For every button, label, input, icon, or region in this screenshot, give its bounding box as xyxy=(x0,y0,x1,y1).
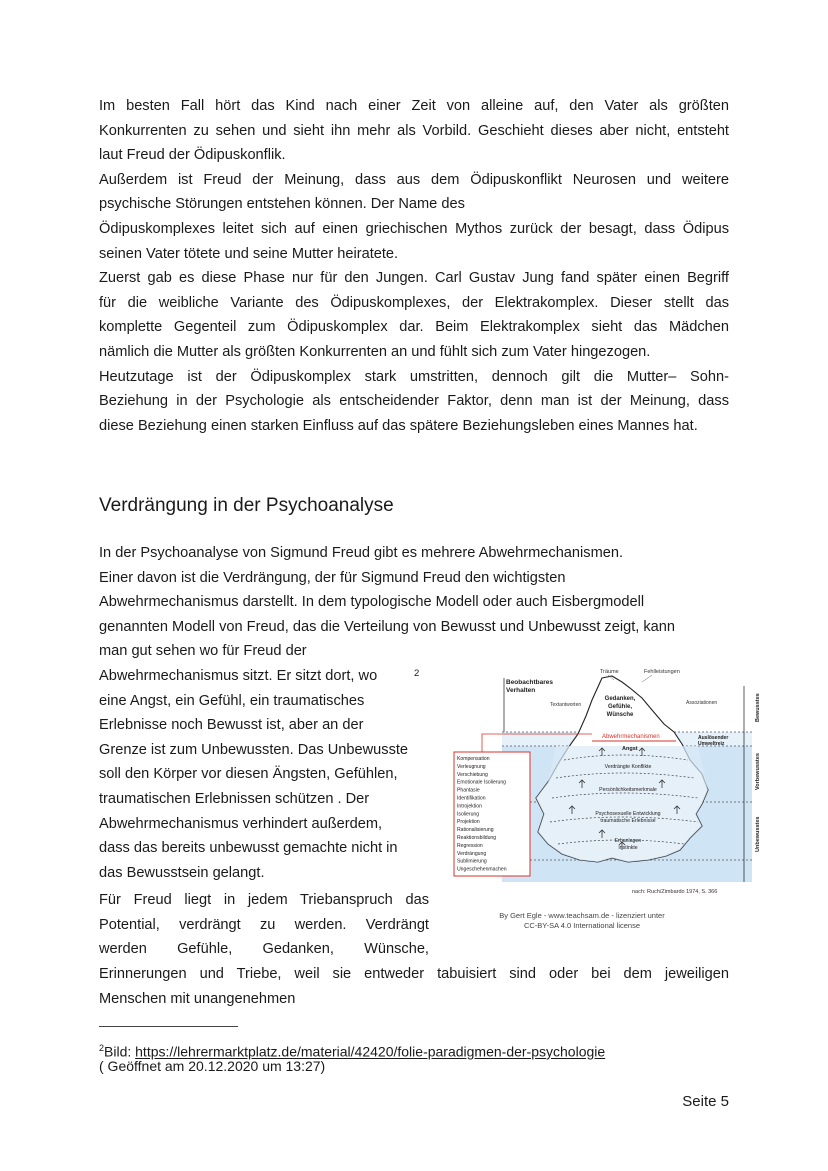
text-line: diese Beziehung einen starken Einfluss auf das spätere Beziehungsleben eines Mannes hat. xyxy=(99,417,698,434)
label-observable-2: Verhalten xyxy=(506,687,536,694)
text-line: Außerdem ist Freud der Meinung, dass aus dem Ödipuskonflikt Neurosen und weitere xyxy=(99,171,729,188)
text-line: Abwehrmechanismus darstellt. In dem typologische Modell oder auch Eisbergmodell xyxy=(99,594,645,611)
text-line: Einer davon ist die Verdrängung, der für Sigmund Freud den wichtigsten xyxy=(99,569,566,586)
svg-text:Wünsche: Wünsche xyxy=(606,712,634,718)
label-observable-1: Beobachtbares xyxy=(506,679,553,686)
mechanism-item: Projektion xyxy=(457,819,480,826)
text-line: dass das bereits unbewusst gemachte nicht in xyxy=(99,840,398,857)
figure-credit-1: By Gert Egle - www.teachsam.de - lizenziert unter xyxy=(499,911,665,920)
footnote-rule xyxy=(99,1026,238,1027)
page-number: Seite 5 xyxy=(682,1093,729,1110)
label-layer-2: Persönlichkeitsmerkmale xyxy=(599,787,657,793)
figure-source: nach: Ruch/Zimbardo 1974, S. 366 xyxy=(632,889,718,895)
mechanism-item: Emotionale Isolierung xyxy=(457,779,506,786)
svg-text:traumatische Erlebnisse: traumatische Erlebnisse xyxy=(600,818,656,824)
text-line: Potential, verdrängt zu werden. Verdrängt xyxy=(99,916,429,933)
text-line: traumatischen Erlebnissen schützen . Der xyxy=(99,791,370,807)
text-line: soll den Körper vor diesen Ängsten, Gefühlen, xyxy=(99,766,398,783)
footnote-number: 2 xyxy=(99,1043,105,1053)
mechanism-item: Verschiebung xyxy=(457,771,488,778)
level-unbewusstes: Unbewusstes xyxy=(755,816,761,852)
text-line: Abwehrmechanismus sitzt. Er sitzt dort, wo xyxy=(99,668,378,684)
mechanism-item: Rationalisierung xyxy=(457,827,494,834)
footnote-prefix: Bild: xyxy=(104,1043,136,1060)
text-line: genannten Modell von Freud, das die Verteilung von Bewusst und Unbewusst zeigt, kann xyxy=(99,618,676,635)
svg-text:Gefühle,: Gefühle, xyxy=(607,704,633,710)
mechanism-item: Verleugnung xyxy=(457,763,486,770)
label-traeume: Träume xyxy=(600,669,619,675)
text-line: Konkurrenten zu sehen und sieht ihn mehr als Vorbild. Geschieht dieses aber nicht, entsteht xyxy=(99,122,729,139)
text-line: Erlebnisse noch Bewusst ist, aber an der xyxy=(99,717,364,734)
text-line: für die weibliche Variante des Ödipuskomplexes, der Elektrakomplex. Dieser stellt das xyxy=(99,294,729,311)
text-line: Abwehrmechanismus verhindert außerdem, xyxy=(99,815,383,832)
text-line: Ödipuskomplexes leitet sich auf einen griechischen Mythos zurück der besagt, dass Ödipus xyxy=(99,221,729,237)
mechanism-item: Identifikation xyxy=(457,795,486,802)
footnote-marker: 2 xyxy=(414,668,420,679)
text-line: seinen Vater tötete und seine Mutter heiratete. xyxy=(99,245,399,262)
mechanism-item: Reaktionsbildung xyxy=(457,835,497,841)
text-line: Erinnerungen und Triebe, weil sie entweder tabuisiert sind oder bei dem jeweiligen xyxy=(99,966,729,982)
svg-text:Auslösender: Auslösender xyxy=(698,735,729,741)
mechanism-item: Introjektion xyxy=(457,803,482,810)
svg-text:Gedanken,: Gedanken, xyxy=(604,696,636,702)
svg-text:Umweltreiz: Umweltreiz xyxy=(698,741,725,747)
text-line: das Bewusstsein gelangt. xyxy=(99,864,265,881)
svg-text:Instinkte: Instinkte xyxy=(618,845,638,851)
text-line: nämlich die Mutter als größten Konkurrenten an und fühlt sich zum Vater hingezogen. xyxy=(99,344,651,360)
text-line: laut Freud der Ödipuskonflik. xyxy=(99,147,286,164)
iceberg-model-figure xyxy=(452,664,770,936)
text-line: Im besten Fall hört das Kind nach einer Zeit von alleine auf, den Vater als größten xyxy=(99,98,729,114)
text-line: komplette Gegenteil zum Ödipuskomplex dar. Beim Elektrakomplex sieht das Mädchen xyxy=(99,319,729,336)
level-vorbewusstes: Vorbewusstes xyxy=(755,753,761,790)
mechanism-item: Kompensation xyxy=(457,756,490,762)
text-line: man gut sehen wo für Freud der xyxy=(99,643,307,660)
label-layer-1: Verdrängte Konflikte xyxy=(604,764,652,770)
text-line: werden Gefühle, Gedanken, Wünsche, xyxy=(99,941,429,958)
figure-credit-2: CC-BY-SA 4.0 International license xyxy=(523,921,641,930)
svg-text:Psychosexuelle Entwicklung: Psychosexuelle Entwicklung xyxy=(595,811,661,817)
text-line: Grenze ist zum Unbewussten. Das Unbewusste xyxy=(99,741,409,758)
mechanism-item: Phantasie xyxy=(457,787,480,794)
footnote-opened: ( Geöffnet am 20.12.2020 um 13:27) xyxy=(99,1058,326,1074)
text-line: Heutzutage ist der Ödipuskomplex stark umstritten, dennoch gilt die Mutter– Sohn- xyxy=(99,368,729,385)
text-line: Zuerst gab es diese Phase nur für den Jungen. Carl Gustav Jung fand später einen Begriff xyxy=(99,270,729,287)
text-line: Beziehung in der Psychologie als entscheidender Faktor, denn man ist der Meinung, dass xyxy=(99,393,729,410)
mechanism-item: Regression xyxy=(457,842,483,849)
mechanism-item: Ungeschehenmachen xyxy=(457,866,507,873)
label-fehlleistungen: Fehlleistungen xyxy=(644,669,680,675)
svg-text:Erbanlagen: Erbanlagen xyxy=(614,838,642,844)
label-assoziationen: Assoziationen xyxy=(686,700,718,706)
text-line: In der Psychoanalyse von Sigmund Freud gibt es mehrere Abwehrmechanismen. xyxy=(99,545,624,561)
label-abwehrmechanismen: Abwehrmechanismen xyxy=(602,734,660,740)
text-line: Menschen mit unangenehmen xyxy=(99,990,296,1007)
level-bewusstes: Bewusstes xyxy=(755,693,761,722)
text-line: psychische Störungen entstehen können. Der Name des xyxy=(99,196,465,213)
section-heading: Verdrängung in der Psychoanalyse xyxy=(99,495,394,516)
mechanism-item: Verdrängung xyxy=(457,850,487,857)
mechanism-item: Sublimierung xyxy=(457,858,487,865)
mechanism-item: Isolierung xyxy=(457,811,480,818)
label-textantworten: Textantworten xyxy=(550,702,582,708)
footnote-link[interactable]: https://lehrermarktplatz.de/material/42420/folie-paradigmen-der-psychologie xyxy=(135,1043,606,1060)
text-line: Für Freud liegt in jedem Triebanspruch das xyxy=(99,892,429,908)
text-line: eine Angst, ein Gefühl, ein traumatisches xyxy=(99,692,365,709)
label-angst: Angst xyxy=(622,746,638,752)
